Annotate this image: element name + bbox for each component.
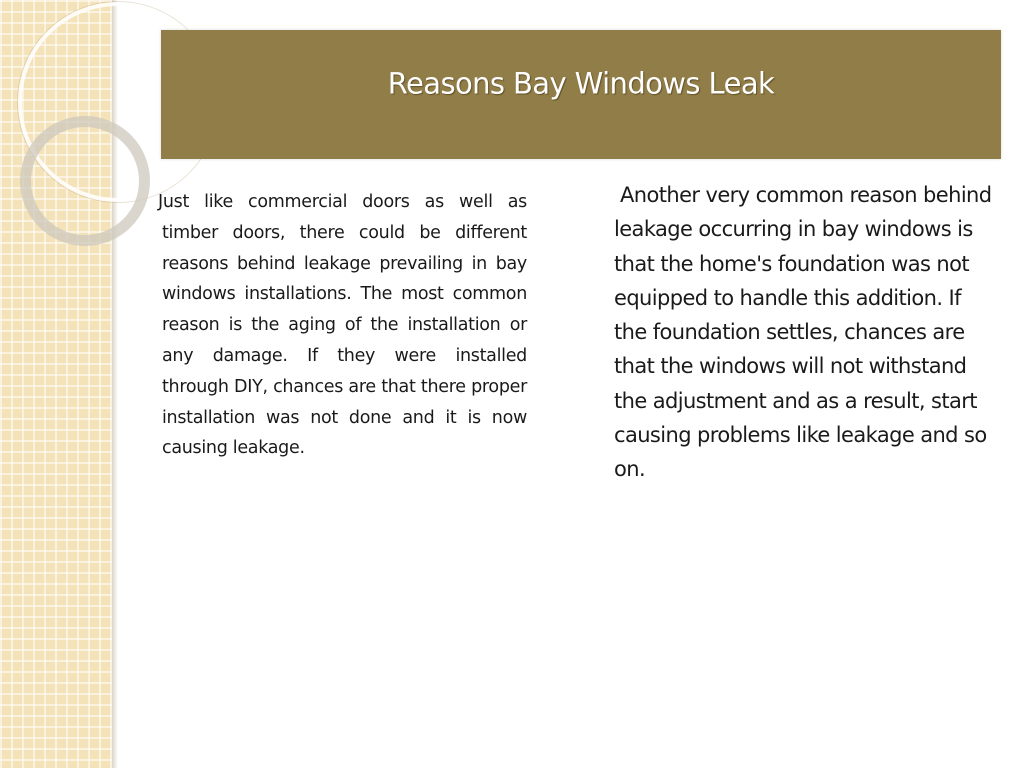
right-paragraph: Another very common reason behind leakage occurring in bay windows is that the home's foundation was not equipped to handle this addition. If the foundation settles, chances are that the windows will not withstand the adjustment and as a result, start causing problems like leakage and so on. xyxy=(614,183,992,482)
decorative-ring-small xyxy=(20,116,150,246)
left-paragraph: Just like commercial doors as well as timber doors, there could be different reasons behind leakage prevailing in bay windows installations. The most common reason is the aging of the installation or any damage. If they were installed through DIY, chances are that there proper installation was not done and it is now causing leakage. xyxy=(158,192,527,459)
title-bar xyxy=(161,30,1001,159)
slide-title: Reasons Bay Windows Leak xyxy=(387,66,775,101)
